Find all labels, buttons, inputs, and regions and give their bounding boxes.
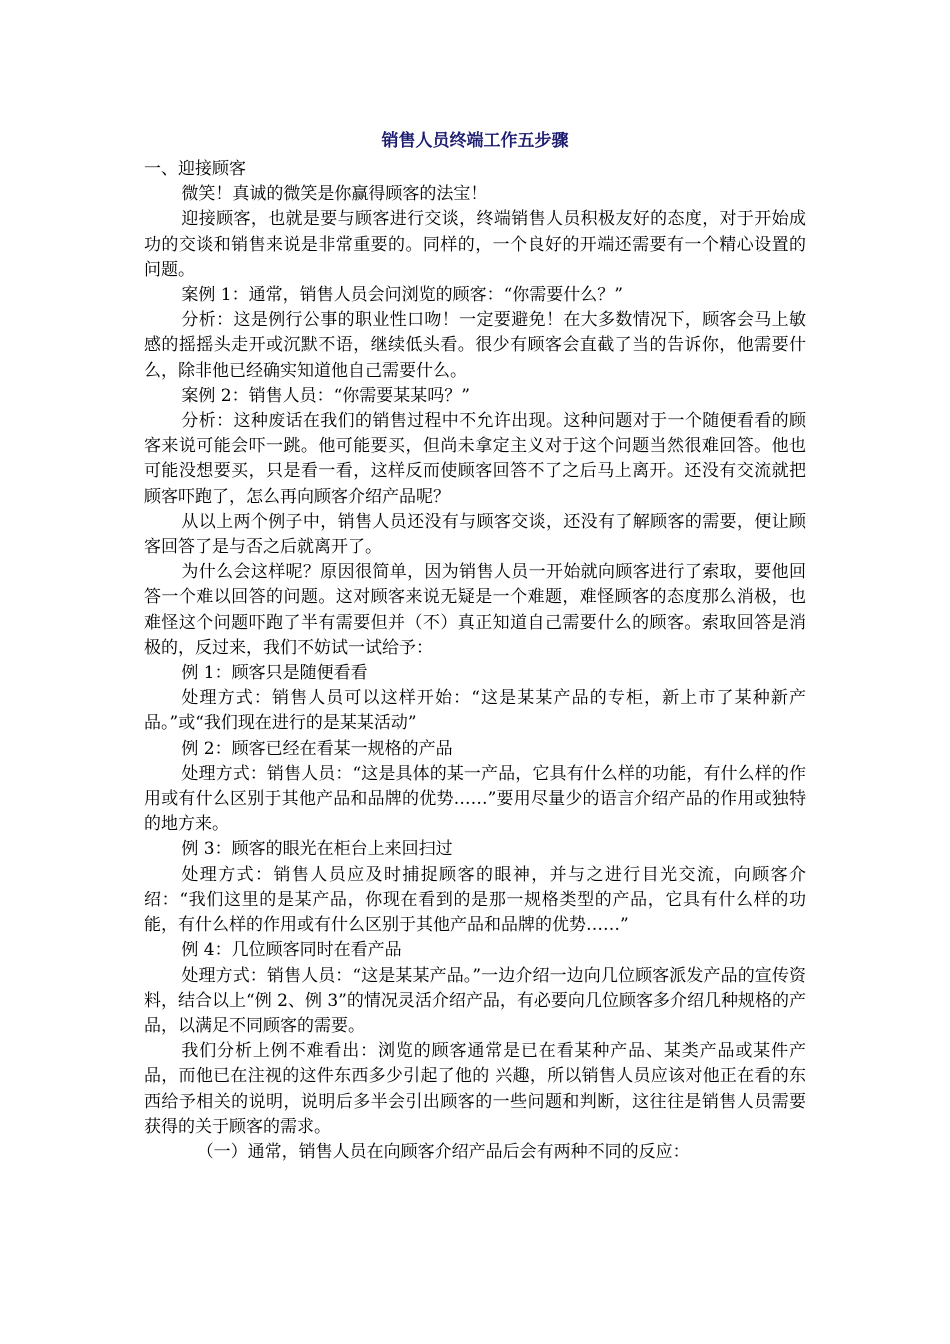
paragraph-analysis-1: 分析：这是例行公事的职业性口吻！一定要避免！在大多数情况下，顾客会马上敏感的摇摇头走开或沉默不语，继续低头看。很少有顾客会直截了当的告诉你，他需要什么，除非他已经确实知道他自己需要什么。	[144, 310, 806, 381]
paragraph-reason: 为什么会这样呢？原因很简单，因为销售人员一开始就向顾客进行了索取，要他回答一个难以回答的问题。这对顾客来说无疑是一个难题，难怪顾客的态度那么消极，也难怪这个问题吓跑了半有需要但并（不）真正知道自己需要什么的顾客。索取回答是消极的，反过来，我们不妨试一试给予：	[144, 562, 806, 658]
paragraph-handling-2: 处理方式：销售人员：“这是具体的某一产品，它具有什么样的功能，有什么样的作用或有什么区别于其他产品和品牌的优势……”要用尽量少的语言介绍产品的作用或独特的地方来。	[144, 763, 806, 835]
document-title: 销售人员终端工作五步骤	[381, 131, 569, 151]
paragraph-case-1: 案例 1：通常，销售人员会问浏览的顾客：“你需要什么？”	[181, 285, 623, 306]
paragraph-summary: 从以上两个例子中，销售人员还没有与顾客交谈，还没有了解顾客的需要，便让顾客回答了是与否之后就离开了。	[144, 511, 806, 558]
document-body	[144, 122, 806, 1165]
section-heading: 一、迎接顾客	[144, 159, 246, 179]
paragraph-conclusion: 我们分析上例不难看出：浏览的顾客通常是已在看某种产品、某类产品或某件产品，而他已在注视的这件东西多少引起了他的 兴趣，所以销售人员应该对他正在看的东西给予相关的说明，说明后多半会引出顾客的一些问题和判断，这往往是销售人员需要获得的关于顾客的需求。	[144, 1041, 806, 1137]
paragraph-handling-1: 处理方式：销售人员可以这样开始：“这是某某产品的专柜，新上市了某种新产品。”或“我们现在进行的是某某活动”	[144, 688, 806, 734]
paragraph-analysis-2: 分析：这种废话在我们的销售过程中不允许出现。这种问题对于一个随便看看的顾客来说可能会吓一跳。他可能要买，但尚未拿定主义对于这个问题当然很难回答。他也可能没想要买，只是看一看，这样反而使顾客回答不了之后马上离开。还没有交流就把顾客吓跑了，怎么再向顾客介绍产品呢？	[144, 411, 806, 507]
paragraph-example-2: 例 2：顾客已经在看某一规格的产品	[181, 738, 453, 759]
paragraph-case-2: 案例 2：销售人员：“你需要某某吗？”	[181, 385, 470, 406]
paragraph-subsection-1: （一）通常，销售人员在向顾客介绍产品后会有两种不同的反应：	[196, 1141, 690, 1162]
paragraph-example-4: 例 4：几位顾客同时在看产品	[181, 940, 402, 961]
paragraph-example-1: 例 1：顾客只是随便看看	[181, 663, 368, 684]
paragraph-greeting-intro: 迎接顾客，也就是要与顾客进行交谈，终端销售人员积极友好的态度，对于开始成功的交谈和销售来说是非常重要的。同样的，一个良好的开端还需要有一个精心设置的问题。	[144, 209, 806, 280]
paragraph-example-3: 例 3：顾客的眼光在柜台上来回扫过	[181, 839, 453, 860]
paragraph-handling-3: 处理方式：销售人员应及时捕捉顾客的眼神，并与之进行目光交流，向顾客介绍：“我们这里的是某产品，你现在看到的是那一规格类型的产品，它具有什么样的功能，有什么样的作用或有什么区别于其他产品和品牌的优势……”	[144, 864, 806, 936]
paragraph-smile: 微笑！真诚的微笑是你赢得顾客的法宝！	[181, 184, 488, 205]
paragraph-handling-4: 处理方式：销售人员：“这是某某产品。”一边介绍一边向几位顾客派发产品的宣传资料，结合以上“例 2、例 3”的情况灵活介绍产品，有必要向几位顾客多介绍几种规格的产品，以满足不同顾客的需要。	[144, 965, 806, 1036]
